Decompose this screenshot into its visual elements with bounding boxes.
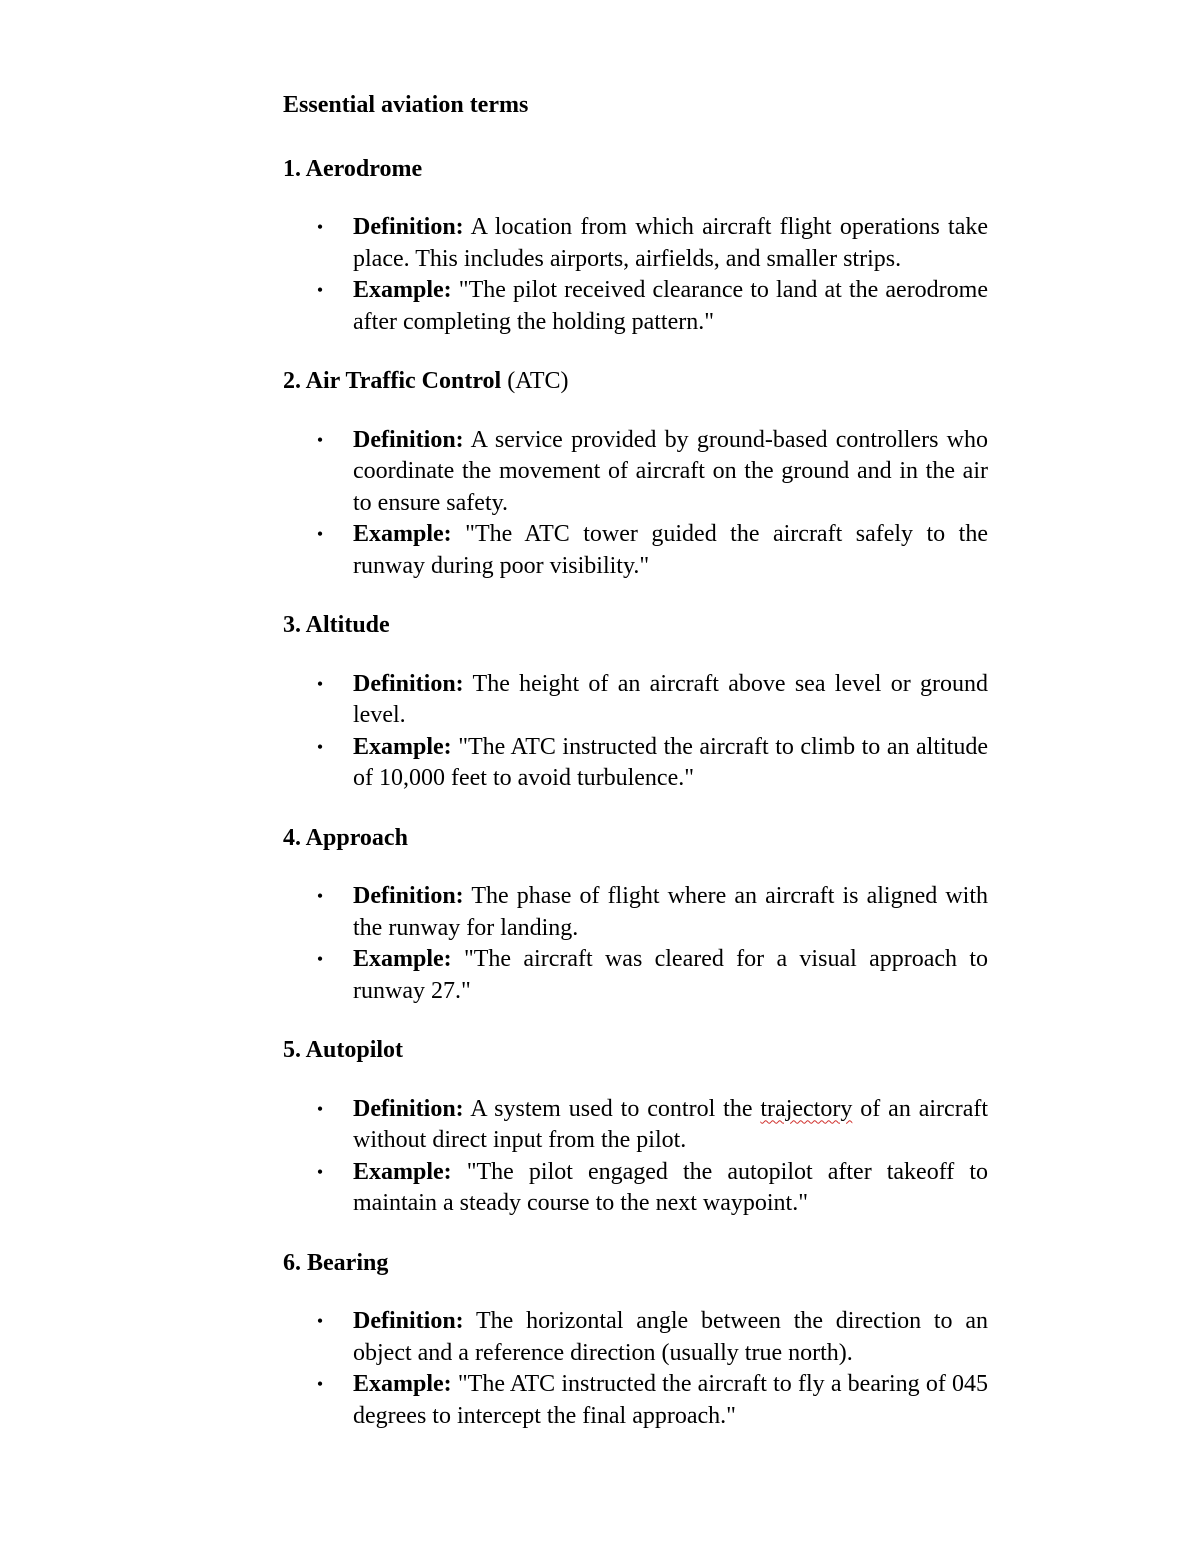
- definition-text: The horizontal angle between the direction to an object and a reference direction (usually true north).: [353, 1308, 988, 1366]
- definition-text: A system used to control the: [463, 1095, 761, 1122]
- term-heading: 1. Aerodrome: [283, 155, 423, 182]
- definition-item: [283, 1094, 988, 1157]
- definition-label: Definition:: [353, 1095, 464, 1122]
- example-text: "The pilot received clearance to land at the aerodrome after completing the holding pattern.": [353, 277, 988, 335]
- example-label: Example:: [353, 277, 452, 303]
- example-item: [283, 1157, 988, 1220]
- definition-item: [283, 669, 988, 732]
- definition-item: [283, 425, 988, 520]
- term-details-list: [283, 1306, 988, 1432]
- example-item: [283, 944, 988, 1007]
- definition-item: [283, 212, 988, 275]
- term-bearing: [283, 1248, 988, 1433]
- term-details-list: [283, 669, 988, 795]
- term-heading-abbreviation: (ATC): [501, 368, 569, 394]
- example-label: Example:: [353, 733, 452, 760]
- definition-label: Definition:: [353, 883, 464, 909]
- term-air-traffic-control: [283, 366, 988, 582]
- bullet-icon: •: [316, 886, 324, 906]
- bullet-icon: •: [316, 1374, 324, 1394]
- example-label: Example:: [353, 1158, 452, 1185]
- example-label: Example:: [353, 521, 452, 547]
- term-aerodrome: [283, 154, 988, 339]
- definition-text: The phase of flight where an aircraft is aligned with the runway for landing.: [353, 883, 988, 941]
- bullet-icon: •: [316, 280, 324, 300]
- bullet-icon: •: [316, 1311, 324, 1331]
- bullet-icon: •: [316, 1098, 324, 1119]
- bullet-icon: •: [316, 673, 324, 694]
- definition-label: Definition:: [353, 670, 464, 697]
- example-text: "The ATC instructed the aircraft to climb to an altitude of 10,000 feet to avoid turbulence.": [353, 733, 988, 791]
- example-item: [283, 1369, 988, 1432]
- term-heading: [283, 366, 988, 398]
- example-label: Example:: [353, 946, 452, 972]
- definition-text: A service provided by ground-based controllers who coordinate the movement of aircraft on the ground and in the air to ensure safety.: [353, 426, 988, 516]
- term-details-list: [283, 881, 988, 1007]
- term-heading-text: 2. Air Traffic Control: [283, 368, 502, 394]
- definition-item: [283, 1306, 988, 1369]
- spellcheck-flagged-word[interactable]: trajectory: [760, 1095, 853, 1122]
- definition-text: A location from which aircraft flight operations take place. This includes airports, airfields, and smaller strips.: [353, 214, 988, 272]
- definition-text: The height of an aircraft above sea level or ground level.: [353, 670, 988, 728]
- example-item: [283, 732, 988, 795]
- example-label: Example:: [353, 1371, 452, 1397]
- document-body: [283, 90, 988, 1460]
- bullet-icon: •: [316, 949, 324, 969]
- definition-label: Definition:: [353, 426, 464, 453]
- term-autopilot: [283, 1035, 988, 1220]
- document-title: Essential aviation terms: [283, 92, 529, 118]
- term-altitude: [283, 610, 988, 795]
- example-text: "The aircraft was cleared for a visual approach to runway 27.": [353, 946, 988, 1004]
- term-heading: 4. Approach: [283, 824, 408, 851]
- term-approach: [283, 823, 988, 1008]
- definition-text-continued: of an aircraft without direct input from the pilot.: [353, 1095, 988, 1153]
- bullet-icon: •: [316, 736, 324, 757]
- example-item: [283, 275, 988, 338]
- bullet-icon: •: [316, 429, 324, 450]
- term-details-list: [283, 425, 988, 583]
- example-text: "The ATC tower guided the aircraft safely to the runway during poor visibility.": [353, 521, 988, 579]
- definition-label: Definition:: [353, 214, 464, 240]
- definition-item: [283, 881, 988, 944]
- term-heading: 3. Altitude: [283, 612, 390, 638]
- example-text: "The ATC instructed the aircraft to fly a bearing of 045 degrees to intercept the final approach.": [353, 1371, 988, 1429]
- example-text: "The pilot engaged the autopilot after takeoff to maintain a steady course to the next waypoint.": [353, 1158, 988, 1216]
- term-heading: 6. Bearing: [283, 1249, 389, 1276]
- bullet-icon: •: [316, 524, 324, 544]
- term-details-list: [283, 212, 988, 338]
- example-item: [283, 519, 988, 582]
- definition-label: Definition:: [353, 1308, 464, 1334]
- bullet-icon: •: [316, 1161, 324, 1182]
- term-details-list: [283, 1094, 988, 1220]
- bullet-icon: •: [316, 217, 324, 237]
- term-heading: 5. Autopilot: [283, 1037, 404, 1063]
